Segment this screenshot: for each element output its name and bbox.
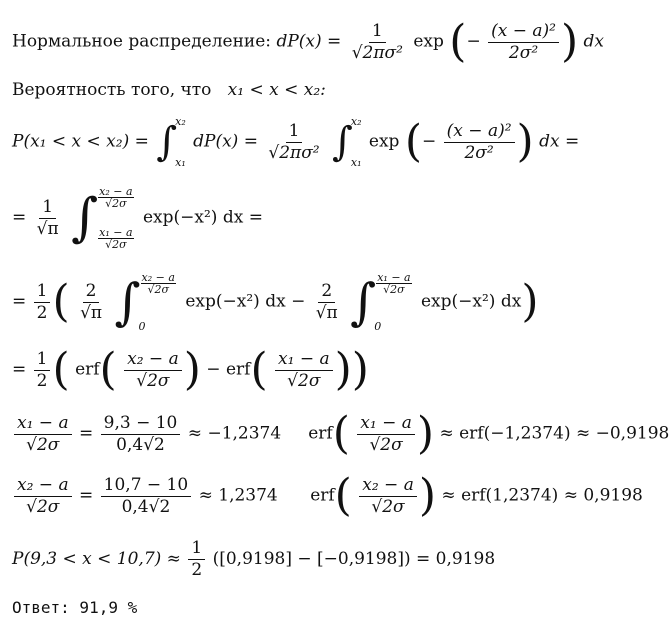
x2-fraction <box>14 474 72 517</box>
denominator: √2πσ² <box>268 142 320 163</box>
equals: = <box>79 485 94 506</box>
denominator: √2σ <box>105 238 127 251</box>
numerator: 10,7 − 10 <box>101 477 192 497</box>
denominator: 2 <box>36 302 48 323</box>
equals: = <box>12 359 27 380</box>
equals: = <box>79 423 94 444</box>
approx-value: ≈ −1,2374 <box>187 423 282 444</box>
numerator: x₁ − a <box>275 351 333 371</box>
exp-label: exp <box>413 31 444 52</box>
numerator: x₂ − a <box>359 477 417 497</box>
erf-argument <box>359 474 417 517</box>
value-fraction <box>101 412 181 455</box>
dx-tail: dx = <box>539 131 580 152</box>
denominator: √2σ <box>383 283 405 296</box>
erf-label: erf <box>308 423 333 444</box>
x1-fraction <box>14 412 72 455</box>
erf-argument <box>124 348 182 391</box>
numerator: x₁ − a <box>377 271 411 284</box>
final-result: ([0,9198] − [−0,9198]) = 0,9198 <box>212 549 496 569</box>
denominator: √2σ <box>26 434 60 455</box>
approx-value: ≈ 1,2374 <box>198 485 278 506</box>
upper-limit <box>98 186 133 209</box>
numerator: (x − a)² <box>444 123 515 143</box>
integral: ∫ $\frac{\text{x₂ − a}}{√2\sigma}$ $\frac{\text{x₁ − a}}{√2\sigma}$ <box>71 185 133 251</box>
erf-result: ≈ erf(1,2374) ≈ 0,9198 <box>441 485 643 506</box>
denominator: √π <box>315 302 338 323</box>
dp-mid: dP(x) = <box>193 131 258 152</box>
x2-computation-line: $\frac{\text{x₂ − a}}{√2\sigma}$ = $\frac{10,7 - 10}{0,4√2}$ ≈ 1,2374 erf( $\frac{\text{x₂ − a}}{√2\sigma}$ ) ≈ erf(1,2374) ≈ 0,9198 <box>12 474 643 518</box>
numerator: x₂ − a <box>14 477 72 497</box>
equals: = <box>12 207 27 228</box>
lower-limit: x₁ <box>350 156 362 169</box>
numerator: 1 <box>188 540 205 560</box>
probability-integral-line: P(x₁ < x < x₂) = ∫ x₂ x₁ dP(x) = $\frac{1}{\text{√2πσ²}}$ ∫ x₂ x₁ exp (− $\frac{\text{(x − a)²}}{\text{2σ²}}$ ) dx = <box>12 115 580 169</box>
one-half-fraction <box>34 348 51 391</box>
upper-limit: x₂ <box>350 115 362 128</box>
erf-difference-line: = $\frac{1}{2}$ ( erf( $\frac{\text{x₂ − a}}{√2\sigma}$ ) − erf( $\frac{\text{x₁ − a}}{√2\sigma}$ )) <box>12 344 369 395</box>
numerator: x₁ − a <box>14 415 72 435</box>
numerator: x₁ − a <box>357 415 415 435</box>
label-normal-distribution: Нормальное распределение: <box>12 31 272 52</box>
denominator: 0,4√2 <box>121 496 171 517</box>
answer-line <box>12 600 137 616</box>
lower-limit: 0 <box>374 320 382 333</box>
numerator: (x − a)² <box>488 23 559 43</box>
numerator: 1 <box>34 351 51 371</box>
numerator: 1 <box>286 123 303 143</box>
p-lhs: P(9,3 < x < 10,7) ≈ <box>12 549 181 569</box>
erf-result: ≈ erf(−1,2374) ≈ −0,9198 <box>439 423 669 444</box>
norm-const-fraction <box>265 120 322 163</box>
label-probability: Вероятность того, что <box>12 80 212 100</box>
erf-label: erf <box>310 485 335 506</box>
split-integral-line: = $\frac{1}{2}$ ( $\frac{2}{√\pi}$ ∫ $\frac{\text{x₂ − a}}{√2\sigma}$ 0 exp(−x²) dx − $\frac{2}{√\pi}$ ∫ $\frac{\text{x₁ − a}}{√2\sigma}$ 0 exp(−x²) dx) <box>12 271 539 333</box>
condition: x₁ < x < x₂: <box>227 80 326 100</box>
value-fraction <box>101 474 192 517</box>
denominator: 2 <box>36 370 48 391</box>
integral: ∫ x₂ x₁ <box>156 115 186 169</box>
one-over-root-pi <box>34 196 62 239</box>
denominator: √π <box>36 218 59 239</box>
dp-lhs: dP(x) = <box>276 31 342 52</box>
numerator: 2 <box>83 283 100 303</box>
one-half-fraction <box>188 540 205 579</box>
numerator: 1 <box>369 23 386 43</box>
dx-tail: dx <box>583 31 605 52</box>
two-over-root-pi <box>77 280 105 323</box>
substitution-line <box>12 186 263 250</box>
integrand: exp(−x²) dx <box>421 291 522 312</box>
erf-label: erf <box>75 359 100 380</box>
exp-label: exp <box>368 131 400 152</box>
integral: ∫ $\frac{\text{x₂ − a}}{√2\sigma}$ 0 <box>114 272 177 332</box>
norm-const-fraction <box>349 20 406 63</box>
normal-distribution-line: Нормальное распределение: dP(x) = $\frac{1}{\text{√2πσ²}}$ exp (− $\frac{\text{(x − a)²}}{\text{2σ²}}$ ) dx <box>12 16 605 67</box>
exponent-fraction <box>488 20 559 63</box>
denominator: √π <box>80 302 103 323</box>
p-lhs: P(x₁ < x < x₂) = <box>12 131 149 152</box>
numerator: 1 <box>34 283 51 303</box>
numerator: x₂ − a <box>141 271 175 284</box>
one-half-fraction <box>34 280 51 323</box>
x1-computation-line: $\frac{\text{x₁ − a}}{√2\sigma}$ = $\frac{9,3 - 10}{0,4√2}$ ≈ −1,2374 erf( $\frac{\text{x₁ − a}}{√2\sigma}$ ) ≈ erf(−1,2374) ≈ −0,9198 <box>12 412 669 456</box>
denominator: √2σ <box>371 496 405 517</box>
integral: ∫ $\frac{\text{x₁ − a}}{√2\sigma}$ 0 <box>350 272 413 332</box>
numerator: 9,3 − 10 <box>101 415 181 435</box>
upper-limit: x₂ <box>175 115 186 128</box>
denominator: √2σ <box>136 370 170 391</box>
denominator: √2σ <box>105 197 127 210</box>
upper-limit <box>376 272 411 295</box>
denominator: √2σ <box>26 496 60 517</box>
final-probability-line <box>12 540 495 579</box>
erf-argument <box>275 348 333 391</box>
equals: = <box>12 291 27 312</box>
denominator: √2σ <box>147 283 169 296</box>
denominator: 2σ² <box>464 142 494 163</box>
numerator: 1 <box>39 199 56 219</box>
numerator: x₂ − a <box>124 351 182 371</box>
denominator: 0,4√2 <box>116 434 165 455</box>
denominator: √2πσ² <box>351 42 403 63</box>
numerator: 2 <box>318 283 335 303</box>
denominator: √2σ <box>369 434 403 455</box>
exponent-fraction <box>444 120 515 163</box>
denominator: √2σ <box>287 370 321 391</box>
numerator: x₁ − a <box>99 226 133 239</box>
denominator: 2σ² <box>508 42 539 63</box>
upper-limit <box>141 272 176 295</box>
lower-limit: x₁ <box>175 156 186 169</box>
lower-limit: 0 <box>138 320 146 333</box>
integrand: exp(−x²) dx − <box>185 291 306 312</box>
two-over-root-pi <box>313 280 341 323</box>
answer-text: Ответ: 91,9 % <box>12 598 138 617</box>
denominator: 2 <box>191 560 203 580</box>
numerator: x₂ − a <box>99 185 133 198</box>
integral: ∫ x₂ x₁ <box>332 115 362 169</box>
probability-line <box>12 82 326 99</box>
lower-limit <box>98 227 133 250</box>
erf-argument <box>357 412 415 455</box>
minus-erf: − erf <box>206 359 251 380</box>
integrand: exp(−x²) dx = <box>142 207 263 228</box>
